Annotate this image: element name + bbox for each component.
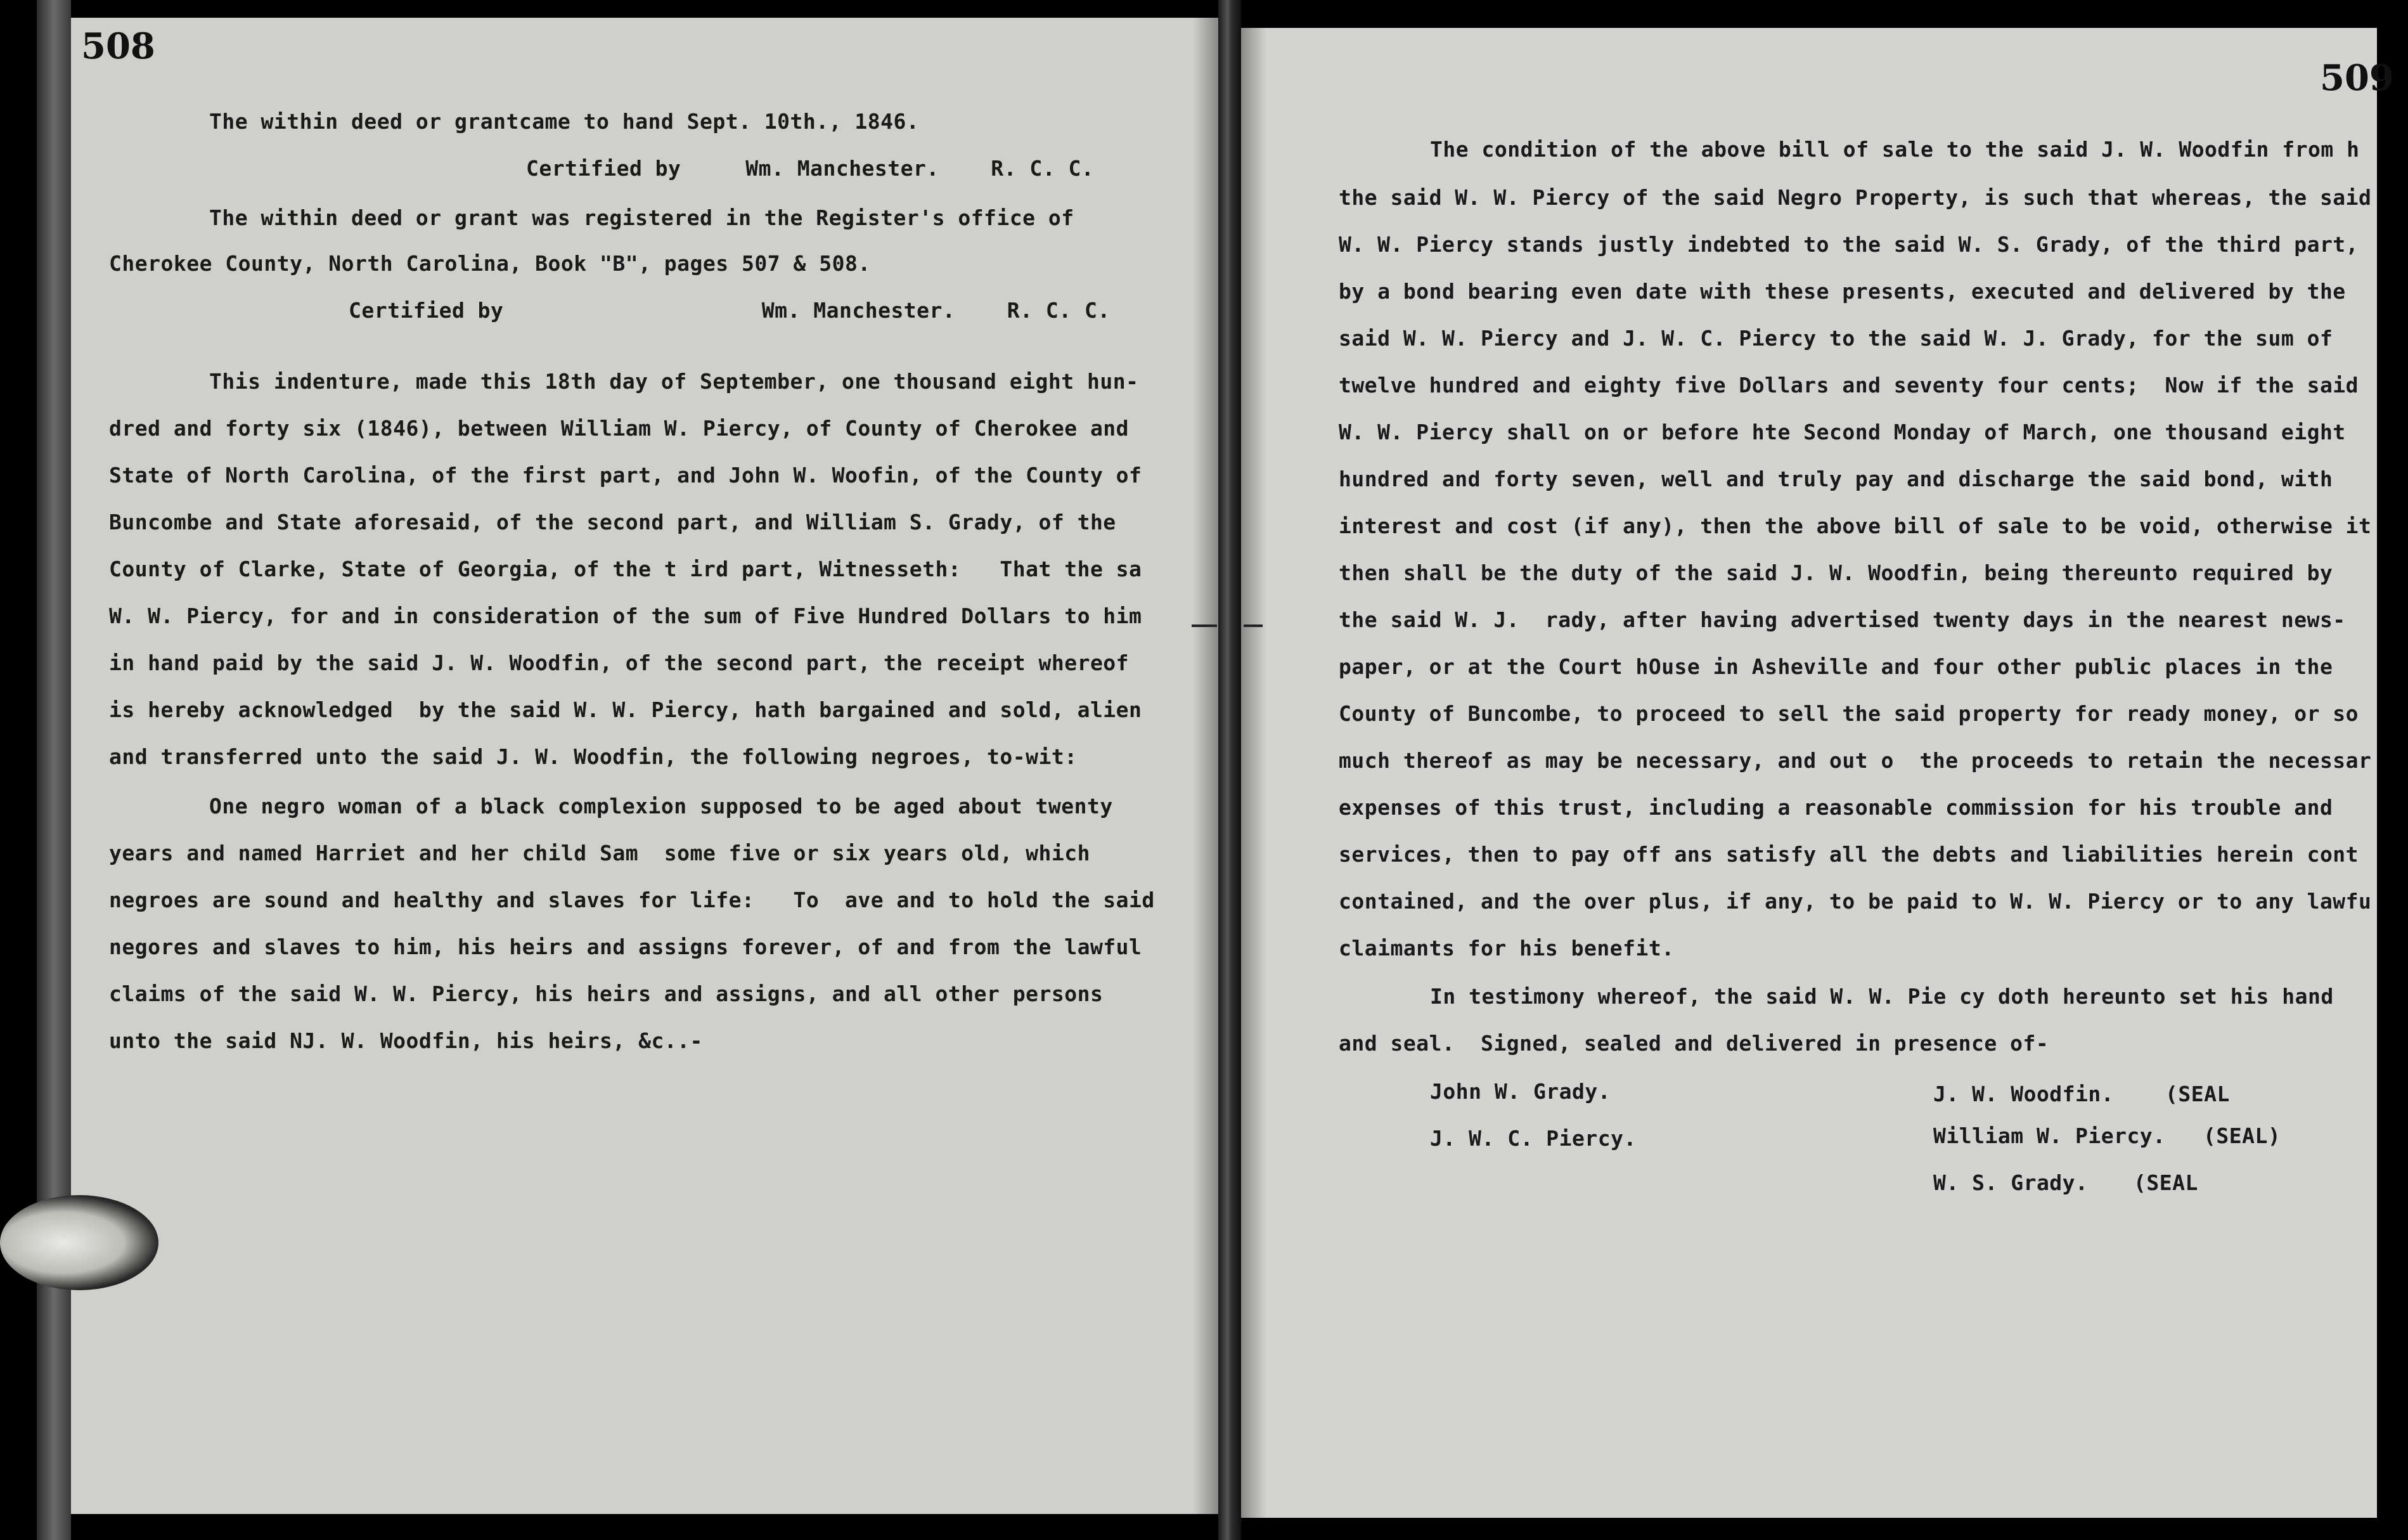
- document-line: State of North Carolina, of the first part, and John W. Woofin, of the County of: [109, 463, 1142, 488]
- document-line: The within deed or grantcame to hand Sept. 10th., 1846.: [209, 109, 920, 134]
- document-line: negores and slaves to him, his heirs and assigns forever, of and from the lawful: [109, 935, 1142, 959]
- document-line: dred and forty six (1846), between William W. Piercy, of County of Cherokee and: [109, 416, 1130, 441]
- witness-name: John W. Grady.: [1430, 1079, 1611, 1104]
- thumb-holding-page: [0, 1195, 158, 1290]
- document-line: years and named Harriet and her child Sam some five or six years old, which: [109, 841, 1090, 865]
- document-line: and transferred unto the said J. W. Woodfin, the following negroes, to-wit:: [109, 744, 1078, 769]
- document-line: by a bond bearing even date with these presents, executed and delivered by the: [1339, 279, 2346, 304]
- left-page-number: 508: [81, 25, 155, 67]
- page-shadow: [1193, 18, 1218, 1514]
- document-line: This indenture, made this 18th day of September, one thousand eight hun-: [209, 369, 1139, 394]
- gutter-mark: [1244, 624, 1263, 627]
- signatory-name: W. S. Grady.: [1933, 1170, 2089, 1195]
- gutter-mark: [1192, 624, 1217, 627]
- signatory-name: William W. Piercy.: [1933, 1123, 2166, 1148]
- document-line: contained, and the over plus, if any, to be paid to W. W. Piercy or to any lawfu: [1339, 889, 2372, 914]
- document-line: The condition of the above bill of sale to the said J. W. Woodfin from h: [1430, 137, 2360, 162]
- document-line: interest and cost (if any), then the above bill of sale to be void, otherwise it: [1339, 514, 2372, 538]
- signatory-name: J. W. Woodfin.: [1933, 1082, 2115, 1106]
- document-line: the said W. J. rady, after having advertised twenty days in the nearest news-: [1339, 607, 2346, 632]
- document-line: in hand paid by the said J. W. Woodfin, of the second part, the receipt whereof: [109, 650, 1130, 675]
- seal-mark: (SEAL: [2134, 1170, 2198, 1195]
- document-line: Cherokee County, North Carolina, Book "B", pages 507 & 508.: [109, 251, 871, 276]
- document-line: One negro woman of a black complexion supposed to be aged about twenty: [209, 794, 1113, 819]
- document-line: Buncombe and State aforesaid, of the second part, and William S. Grady, of the: [109, 510, 1116, 534]
- document-line: much thereof as may be necessary, and out o the proceeds to retain the necessar: [1339, 748, 2372, 773]
- document-line: hundred and forty seven, well and truly pay and discharge the said bond, with: [1339, 467, 2333, 491]
- document-line: In testimony whereof, the said W. W. Pie cy doth hereunto set his hand: [1430, 984, 2334, 1009]
- document-line: is hereby acknowledged by the said W. W. Piercy, hath bargained and sold, alien: [109, 697, 1142, 722]
- document-line: W. W. Piercy shall on or before hte Second Monday of March, one thousand eight: [1339, 420, 2346, 444]
- document-line: County of Buncombe, to proceed to sell the said property for ready money, or so: [1339, 701, 2359, 726]
- page-shadow: [1241, 28, 1266, 1518]
- document-line: said W. W. Piercy and J. W. C. Piercy to the said W. J. Grady, for the sum of: [1339, 326, 2333, 351]
- document-line: claimants for his benefit.: [1339, 936, 1675, 961]
- certification-line: Certified by Wm. Manchester. R. C. C.: [349, 298, 1111, 323]
- document-line: The within deed or grant was registered in the Register's office of: [209, 205, 1074, 230]
- seal-mark: (SEAL): [2203, 1123, 2281, 1148]
- document-line: W. W. Piercy, for and in consideration of the sum of Five Hundred Dollars to him: [109, 604, 1142, 628]
- document-line: negroes are sound and healthy and slaves for life: To ave and to hold the said: [109, 888, 1155, 912]
- document-line: County of Clarke, State of Georgia, of the t ird part, Witnesseth: That the sa: [109, 557, 1142, 581]
- witness-name: J. W. C. Piercy.: [1430, 1126, 1637, 1151]
- document-line: W. W. Piercy stands justly indebted to the said W. S. Grady, of the third part,: [1339, 232, 2359, 257]
- document-line: unto the said NJ. W. Woodfin, his heirs, &c..-: [109, 1028, 703, 1053]
- document-line: paper, or at the Court hOuse in Asheville and four other public places in the: [1339, 654, 2333, 679]
- document-line: claims of the said W. W. Piercy, his heirs and assigns, and all other persons: [109, 981, 1104, 1006]
- book-gutter: [1218, 0, 1241, 1540]
- document-line: the said W. W. Piercy of the said Negro Property, is such that whereas, the said: [1339, 185, 2372, 210]
- seal-mark: (SEAL: [2165, 1082, 2230, 1106]
- document-line: expenses of this trust, including a reasonable commission for his trouble and: [1339, 795, 2333, 820]
- document-line: and seal. Signed, sealed and delivered in presence of-: [1339, 1031, 2049, 1056]
- document-line: services, then to pay off ans satisfy all the debts and liabilities herein cont: [1339, 842, 2359, 867]
- certification-line: Certified by Wm. Manchester. R. C. C.: [526, 156, 1095, 181]
- book-binding-left: [37, 0, 71, 1540]
- document-line: twelve hundred and eighty five Dollars and seventy four cents; Now if the said: [1339, 373, 2359, 398]
- right-page-number: 509: [2320, 57, 2394, 99]
- document-line: then shall be the duty of the said J. W. Woodfin, being thereunto required by: [1339, 560, 2333, 585]
